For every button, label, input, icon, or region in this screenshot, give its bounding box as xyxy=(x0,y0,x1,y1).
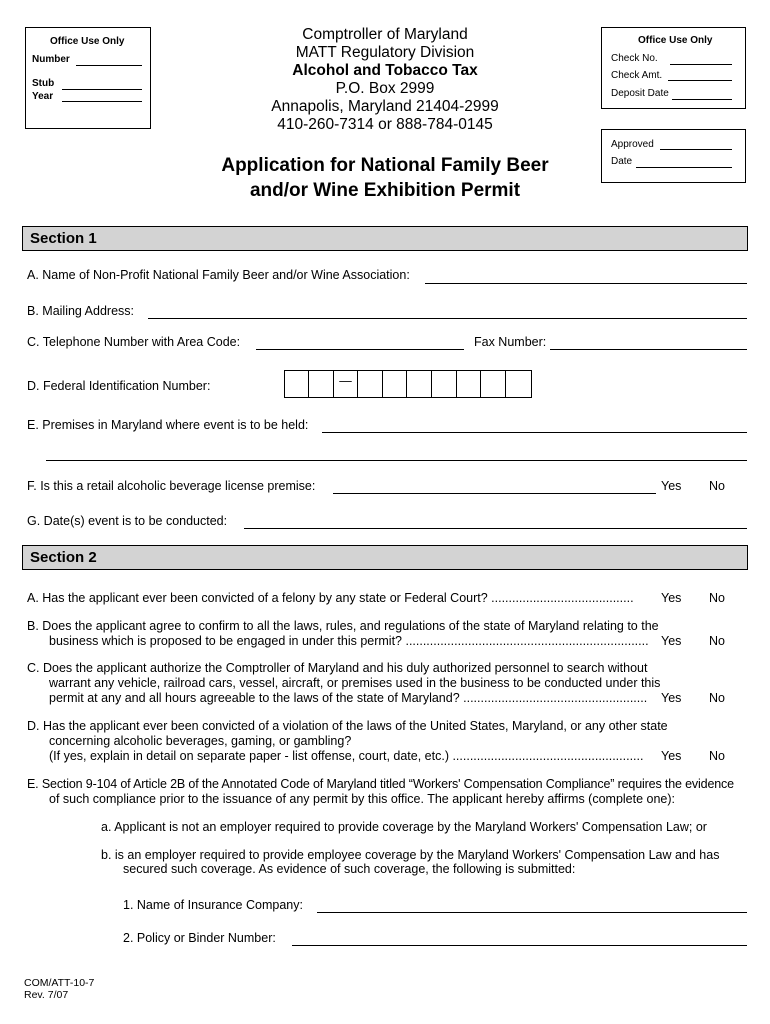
policy-number-field[interactable] xyxy=(292,945,747,946)
header-line-6: 410-260-7314 or 888-784-0145 xyxy=(277,116,493,133)
form-title-line-2: and/or Wine Exhibition Permit xyxy=(249,180,521,201)
fein-digit-6[interactable] xyxy=(432,371,457,397)
header-line-1: Comptroller of Maryland xyxy=(302,26,468,43)
stub-label: Stub xyxy=(32,78,55,89)
s2-e-option-b-line-2: secured such coverage. As evidence of such coverage, the following is submitted: xyxy=(123,862,576,876)
s2-c-line-2: warrant any vehicle, railroad cars, vessel, aircraft, or premises used in the business to be conducted under this xyxy=(49,676,661,690)
telephone-field[interactable] xyxy=(256,349,464,350)
s2-c-no[interactable]: No xyxy=(709,691,725,705)
fein-dash-cell xyxy=(334,371,358,397)
fein-digit-9[interactable] xyxy=(506,371,531,397)
fein-digit-3[interactable] xyxy=(358,371,383,397)
s2-e-line-2: of such compliance prior to the issuance of any permit by this office. The applicant hereby affirms (complete one): xyxy=(49,792,676,806)
fein-digit-1[interactable] xyxy=(285,371,309,397)
fax-field[interactable] xyxy=(550,349,747,350)
fax-label: Fax Number: xyxy=(474,335,547,349)
approved-field[interactable] xyxy=(660,149,732,150)
association-name-field[interactable] xyxy=(425,283,747,284)
s2-b-yes[interactable]: Yes xyxy=(661,634,682,648)
s1-f-no[interactable]: No xyxy=(709,479,725,493)
s1-f-label: F. Is this a retail alcoholic beverage license premise: xyxy=(27,479,316,493)
header-line-2: MATT Regulatory Division xyxy=(295,44,475,61)
mailing-address-field[interactable] xyxy=(148,318,747,319)
header-line-5: Annapolis, Maryland 21404-2999 xyxy=(271,98,499,115)
s1-e-label: E. Premises in Maryland where event is to be held: xyxy=(27,418,309,432)
section-1-header: Section 1 xyxy=(22,226,748,251)
s2-e-line-1: E. Section 9-104 of Article 2B of the Annotated Code of Maryland titled “Workers' Compensation Compliance” requires the evidence xyxy=(27,777,734,791)
number-label: Number xyxy=(32,54,70,65)
s1-g-label: G. Date(s) event is to be conducted: xyxy=(27,514,228,528)
s2-d-line-2: concerning alcoholic beverages, gaming, or gambling? xyxy=(49,734,352,748)
insurance-company-label: 1. Name of Insurance Company: xyxy=(123,898,303,912)
s2-a-no[interactable]: No xyxy=(709,591,725,605)
s2-b-line-1: B. Does the applicant agree to confirm to all the laws, rules, and regulations of the state of Maryland relating to the xyxy=(27,619,659,633)
section-2-header: Section 2 xyxy=(22,545,748,570)
check-no-label: Check No. xyxy=(611,53,658,64)
event-dates-field[interactable] xyxy=(244,528,747,529)
approved-label: Approved xyxy=(611,139,654,150)
s1-b-label: B. Mailing Address: xyxy=(27,304,134,318)
check-no-field[interactable] xyxy=(670,64,732,65)
form-revision: Rev. 7/07 xyxy=(24,989,69,1001)
s2-c-yes[interactable]: Yes xyxy=(661,691,682,705)
form-title-line-1: Application for National Family Beer xyxy=(221,155,549,176)
s2-d-no[interactable]: No xyxy=(709,749,725,763)
s2-d-line-1: D. Has the applicant ever been convicted of a violation of the laws of the United States, Maryland, or any other state xyxy=(27,719,668,733)
check-amt-field[interactable] xyxy=(668,80,732,81)
retail-license-field[interactable] xyxy=(333,493,656,494)
fein-dash: — xyxy=(339,374,352,388)
form-id: COM/ATT-10-7 xyxy=(24,977,95,989)
approval-date-field[interactable] xyxy=(636,167,732,168)
s2-b-no[interactable]: No xyxy=(709,634,725,648)
year-field[interactable] xyxy=(62,101,142,102)
s2-e-option-b-line-1[interactable]: b. is an employer required to provide employee coverage by the Maryland Workers' Compensation Law and has xyxy=(101,848,720,862)
form-title xyxy=(175,153,595,203)
premises-field-1[interactable] xyxy=(322,432,747,433)
s1-c-label: C. Telephone Number with Area Code: xyxy=(27,335,241,349)
s2-e-option-a[interactable]: a. Applicant is not an employer required to provide coverage by the Maryland Workers' Compensation Law; or xyxy=(101,820,707,834)
s2-a-yes[interactable]: Yes xyxy=(661,591,682,605)
s2-b-line-2: business which is proposed to be engaged in under this permit? ...................................................................... xyxy=(49,634,649,648)
s2-d-line-3: (If yes, explain in detail on separate paper - list offense, court, date, etc.) ....................................................... xyxy=(49,749,644,763)
fein-digit-8[interactable] xyxy=(481,371,506,397)
header-line-4: P.O. Box 2999 xyxy=(335,80,435,97)
s1-a-label: A. Name of Non-Profit National Family Beer and/or Wine Association: xyxy=(27,268,410,282)
policy-number-label: 2. Policy or Binder Number: xyxy=(123,931,276,945)
s2-c-line-1: C. Does the applicant authorize the Comptroller of Maryland and his duly authorized personnel to search without xyxy=(27,661,648,675)
insurance-company-field[interactable] xyxy=(317,912,747,913)
s2-c-line-3: permit at any and all hours agreeable to the laws of the state of Maryland? ..................................................... xyxy=(49,691,648,705)
office-use-left-box xyxy=(25,27,151,129)
s2-a-label: A. Has the applicant ever been convicted of a felony by any state or Federal Court? ......................................... xyxy=(27,591,634,605)
fein-digit-4[interactable] xyxy=(383,371,407,397)
office-use-right-box xyxy=(601,27,746,109)
fein-digit-7[interactable] xyxy=(457,371,481,397)
deposit-date-label: Deposit Date xyxy=(611,88,669,99)
premises-field-2[interactable] xyxy=(46,460,747,461)
s2-d-yes[interactable]: Yes xyxy=(661,749,682,763)
fein-digit-5[interactable] xyxy=(407,371,432,397)
stub-field[interactable] xyxy=(62,89,142,90)
deposit-date-field[interactable] xyxy=(672,99,732,100)
office-use-left-title: Office Use Only xyxy=(50,36,125,47)
federal-id-boxes[interactable] xyxy=(284,370,532,398)
approval-box xyxy=(601,129,746,183)
approval-date-label: Date xyxy=(611,156,633,167)
fein-digit-2[interactable] xyxy=(309,371,334,397)
header-line-3: Alcohol and Tobacco Tax xyxy=(292,62,478,79)
check-amt-label: Check Amt. xyxy=(611,70,663,81)
s1-f-yes[interactable]: Yes xyxy=(661,479,682,493)
s1-d-label: D. Federal Identification Number: xyxy=(27,379,211,393)
number-field[interactable] xyxy=(76,65,142,66)
agency-header xyxy=(220,26,550,134)
office-use-right-title: Office Use Only xyxy=(638,35,713,46)
year-label: Year xyxy=(32,91,54,102)
